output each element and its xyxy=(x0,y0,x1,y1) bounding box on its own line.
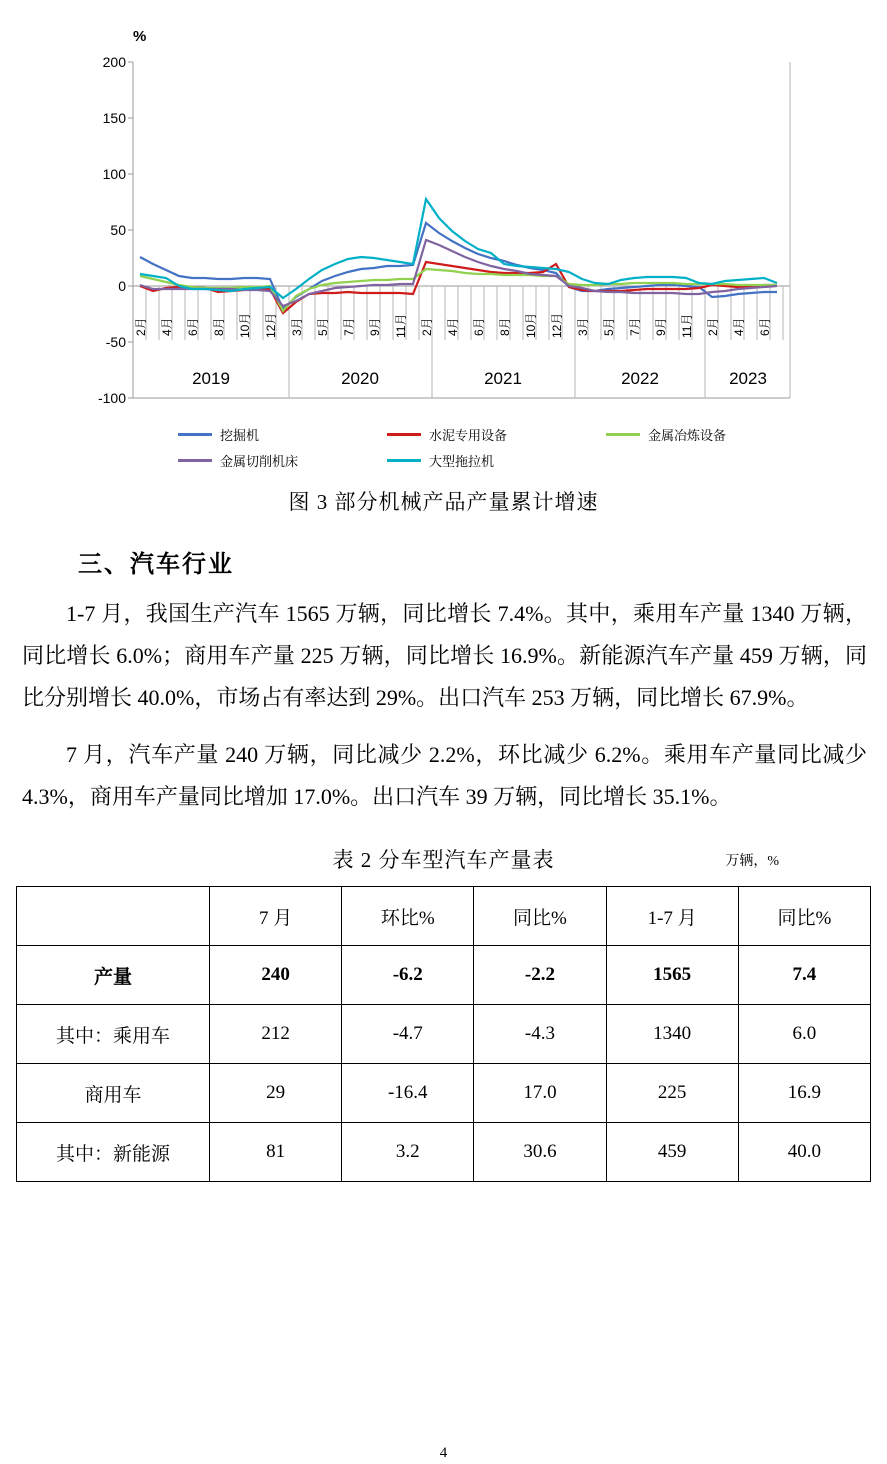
legend-label: 水泥专用设备 xyxy=(429,428,508,443)
table-cell: 1565 xyxy=(606,946,738,1005)
table-row-label: 其中：乘用车 xyxy=(17,1005,210,1064)
svg-text:150: 150 xyxy=(102,110,126,126)
table-cell: 3.2 xyxy=(342,1123,474,1182)
svg-text:4月: 4月 xyxy=(446,317,460,336)
table-title-row xyxy=(0,844,887,878)
table-header-cell: 同比% xyxy=(474,887,606,946)
table-cell: 459 xyxy=(606,1123,738,1182)
svg-text:8月: 8月 xyxy=(212,317,226,336)
svg-text:2022: 2022 xyxy=(621,369,659,388)
svg-text:100: 100 xyxy=(102,166,126,182)
svg-text:3月: 3月 xyxy=(576,317,590,336)
svg-text:10月: 10月 xyxy=(524,312,538,338)
legend-swatch xyxy=(387,459,421,462)
legend-item xyxy=(387,451,592,470)
svg-text:2月: 2月 xyxy=(706,317,720,336)
vehicle-output-table xyxy=(16,886,871,1182)
table-header-cell xyxy=(17,887,210,946)
legend-swatch xyxy=(178,433,212,436)
legend-label: 大型拖拉机 xyxy=(429,454,495,469)
table-cell: 1340 xyxy=(606,1005,738,1064)
svg-text:3月: 3月 xyxy=(290,317,304,336)
svg-text:2020: 2020 xyxy=(341,369,379,388)
svg-text:12月: 12月 xyxy=(550,312,564,338)
table-row-label: 商用车 xyxy=(17,1064,210,1123)
table-title: 表 2 分车型汽车产量表 xyxy=(332,848,555,873)
table-row xyxy=(17,1005,871,1064)
chart-figure xyxy=(0,0,887,480)
table-cell: 17.0 xyxy=(474,1064,606,1123)
svg-text:12月: 12月 xyxy=(264,312,278,338)
figure-caption: 图 3 部分机械产品产量累计增速 xyxy=(288,490,599,514)
table-row xyxy=(17,1123,871,1182)
table-header-cell: 1-7 月 xyxy=(606,887,738,946)
svg-text:8月: 8月 xyxy=(498,317,512,336)
table-cell: -16.4 xyxy=(342,1064,474,1123)
svg-text:11月: 11月 xyxy=(680,313,694,338)
paragraph-1: 1-7 月，我国生产汽车 1565 万辆，同比增长 7.4%。其中，乘用车产量 1340 万辆，同比增长 6.0%；商用车产量 225 万辆，同比增长 16.9%。新能源汽车产量 459 万辆，同比分别增长 40.0%，市场占有率达到 29%。出口汽车 253 万辆，同比增长 67.9%。 xyxy=(22,601,867,711)
svg-text:2月: 2月 xyxy=(420,317,434,336)
svg-text:11月: 11月 xyxy=(394,313,408,338)
svg-text:4月: 4月 xyxy=(160,317,174,336)
legend-label: 金属切削机床 xyxy=(220,454,299,469)
legend-item xyxy=(178,451,373,470)
table-cell: -6.2 xyxy=(342,946,474,1005)
table-cell: 29 xyxy=(210,1064,342,1123)
svg-text:9月: 9月 xyxy=(368,317,382,336)
svg-text:6月: 6月 xyxy=(186,317,200,336)
svg-text:10月: 10月 xyxy=(238,312,252,338)
legend-item xyxy=(178,425,373,444)
legend-label: 挖掘机 xyxy=(220,428,260,443)
chart-unit-label: % xyxy=(133,28,147,45)
svg-text:6月: 6月 xyxy=(758,317,772,336)
table-header-cell: 环比% xyxy=(342,887,474,946)
legend-swatch xyxy=(178,459,212,462)
svg-text:5月: 5月 xyxy=(602,317,616,336)
svg-text:9月: 9月 xyxy=(654,317,668,336)
legend-item xyxy=(387,425,592,444)
svg-text:5月: 5月 xyxy=(316,317,330,336)
legend-label: 金属冶炼设备 xyxy=(648,428,727,443)
legend-item xyxy=(606,425,726,444)
svg-text:6月: 6月 xyxy=(472,317,486,336)
table-cell: 225 xyxy=(606,1064,738,1123)
svg-text:2023: 2023 xyxy=(729,369,767,388)
paragraph-2: 7 月，汽车产量 240 万辆，同比减少 2.2%，环比减少 6.2%。乘用车产量同比减少 4.3%，商用车产量同比增加 17.0%。出口汽车 39 万辆，同比增长 35.1%。 xyxy=(22,741,867,809)
svg-text:2月: 2月 xyxy=(134,317,148,336)
chart-legend xyxy=(178,425,798,477)
svg-text:7月: 7月 xyxy=(628,317,642,336)
svg-text:7月: 7月 xyxy=(342,317,356,336)
table-cell: -4.7 xyxy=(342,1005,474,1064)
table-cell: -2.2 xyxy=(474,946,606,1005)
table-header-cell: 7 月 xyxy=(210,887,342,946)
table-row xyxy=(17,946,871,1005)
svg-text:-50: -50 xyxy=(105,334,126,350)
table-cell: 7.4 xyxy=(738,946,870,1005)
chart-canvas xyxy=(0,0,887,480)
table-row-label: 产量 xyxy=(17,946,210,1005)
page-number: 4 xyxy=(439,1445,448,1461)
table-row xyxy=(17,1064,871,1123)
table-unit: 万辆，% xyxy=(725,854,779,870)
svg-text:2021: 2021 xyxy=(484,369,522,388)
section-heading: 三、汽车行业 xyxy=(78,551,234,578)
table-cell: 81 xyxy=(210,1123,342,1182)
table-cell: 6.0 xyxy=(738,1005,870,1064)
svg-text:200: 200 xyxy=(102,54,126,70)
table-cell: 240 xyxy=(210,946,342,1005)
table-cell: 212 xyxy=(210,1005,342,1064)
table-cell: -4.3 xyxy=(474,1005,606,1064)
svg-text:50: 50 xyxy=(110,222,126,238)
table-header-row xyxy=(17,887,871,946)
svg-text:0: 0 xyxy=(118,278,126,294)
table-cell: 40.0 xyxy=(738,1123,870,1182)
table-cell: 16.9 xyxy=(738,1064,870,1123)
table-row-label: 其中：新能源 xyxy=(17,1123,210,1182)
table-cell: 30.6 xyxy=(474,1123,606,1182)
table-header-cell: 同比% xyxy=(738,887,870,946)
svg-text:4月: 4月 xyxy=(732,317,746,336)
legend-swatch xyxy=(387,433,421,436)
legend-swatch xyxy=(606,433,640,436)
svg-text:-100: -100 xyxy=(97,390,126,406)
svg-text:2019: 2019 xyxy=(192,369,230,388)
